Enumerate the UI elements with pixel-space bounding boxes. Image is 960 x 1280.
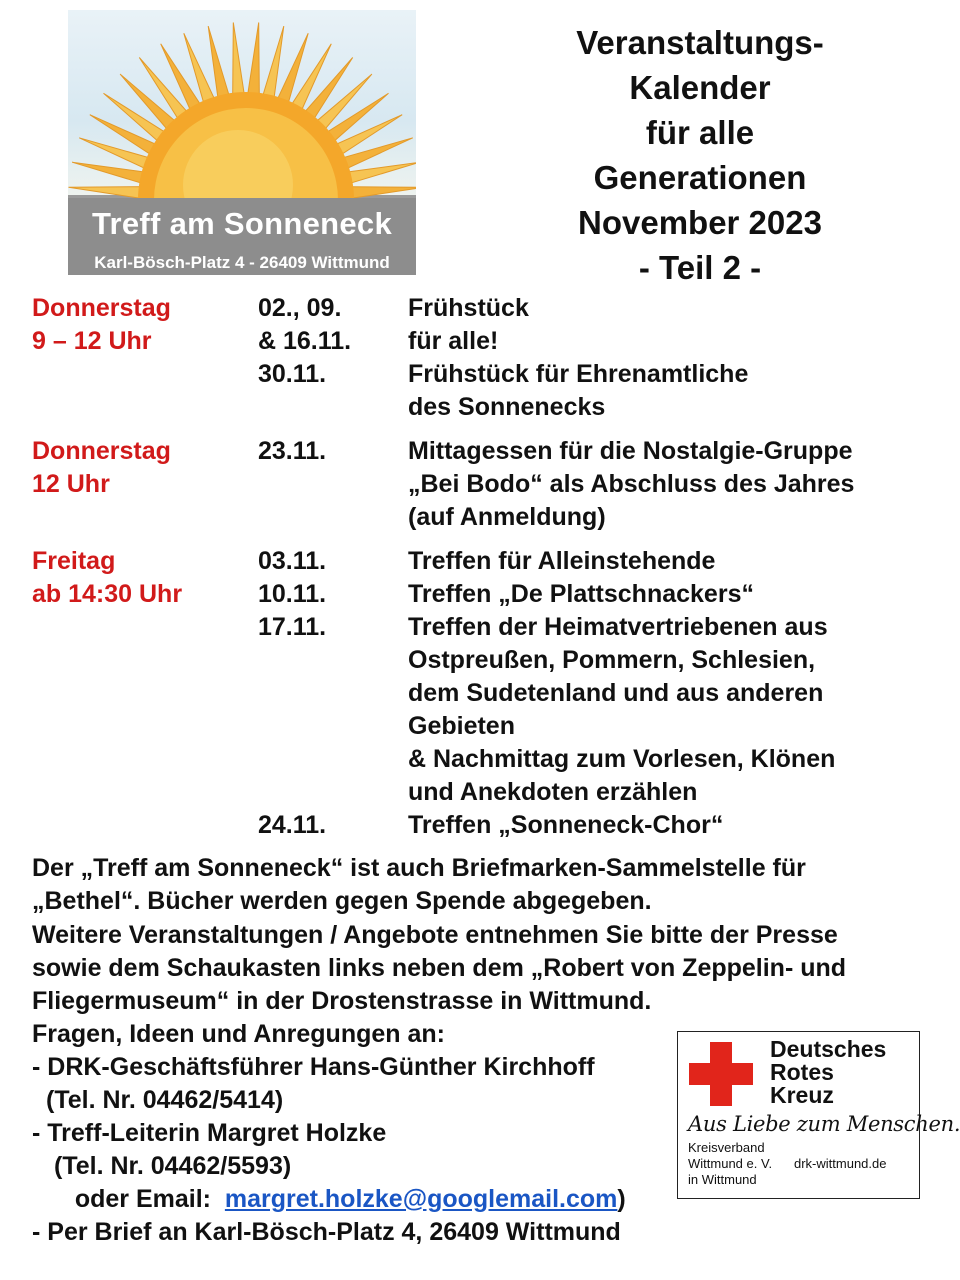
event-text: für alle! (408, 327, 499, 355)
event-text: dem Sudetenland und aus anderen (408, 679, 824, 707)
time-label: ab 14:30 Uhr (32, 580, 183, 608)
info-line: Weitere Veranstaltungen / Angebote entnehmen Sie bitte der Presse (32, 921, 838, 949)
drk-website: drk-wittmund.de (794, 1156, 887, 1171)
event-date: 23.11. (258, 437, 327, 465)
time-label: 12 Uhr (32, 470, 110, 498)
event-date: 02., 09. (258, 294, 342, 322)
contact-email-line (54, 1183, 626, 1216)
event-text: Frühstück für Ehrenamtliche (408, 360, 749, 388)
event-text: Mittagessen für die Nostalgie-Gruppe (408, 437, 853, 465)
contact-line: - DRK-Geschäftsführer Hans-Günther Kirchhoff (32, 1053, 595, 1081)
contact-line: - Treff-Leiterin Margret Holzke (32, 1119, 387, 1147)
logo-title: Treff am Sonneneck (92, 206, 392, 241)
drk-name-line: Deutsches (770, 1036, 887, 1062)
event-text: & Nachmittag zum Vorlesen, Klönen (408, 745, 836, 773)
event-date: & 16.11. (258, 327, 352, 355)
email-link[interactable]: margret.holzke@googlemail.com (224, 1185, 618, 1213)
time-label: 9 – 12 Uhr (32, 327, 152, 355)
calendar-heading (520, 20, 880, 290)
contact-phone: (Tel. Nr. 04462/5593) (54, 1152, 292, 1180)
event-text: (auf Anmeldung) (408, 503, 606, 531)
email-prefix: oder Email: (54, 1185, 225, 1213)
info-line: Fliegermuseum“ in der Drostenstrasse in Wittmund. (32, 987, 652, 1015)
event-date: 30.11. (258, 360, 327, 388)
event-date: 10.11. (258, 580, 327, 608)
day-label: Donnerstag (32, 437, 171, 465)
event-text: Ostpreußen, Pommern, Schlesien, (408, 646, 816, 674)
event-text: Treffen „Sonneneck-Chor“ (408, 811, 724, 839)
heading-line: für alle (645, 114, 755, 151)
heading-line: Generationen (593, 159, 807, 196)
drk-name (770, 1038, 886, 1107)
drk-logo-box (677, 1031, 960, 1199)
contact-phone: (Tel. Nr. 04462/5414) (46, 1086, 284, 1114)
event-text: und Anekdoten erzählen (408, 778, 698, 806)
day-label: Freitag (32, 547, 116, 575)
contact-heading: Fragen, Ideen und Anregungen an: (32, 1020, 445, 1048)
heading-line: November 2023 (578, 204, 822, 241)
contact-letter: - Per Brief an Karl-Bösch-Platz 4, 26409 Wittmund (32, 1218, 621, 1246)
event-date: 03.11. (258, 547, 327, 575)
drk-kv-line: in Wittmund (688, 1172, 757, 1187)
drk-name-line: Rotes (770, 1059, 834, 1085)
sun-painting-icon (68, 10, 416, 200)
event-text: Treffen der Heimatvertriebenen aus (408, 613, 828, 641)
event-text: „Bei Bodo“ als Abschluss des Jahres (408, 470, 855, 498)
event-date: 17.11. (258, 613, 327, 641)
treff-logo (68, 10, 416, 275)
email-suffix: ) (617, 1185, 626, 1213)
drk-slogan: Aus Liebe zum Menschen. (688, 1112, 960, 1136)
logo-address: Karl-Bösch-Platz 4 - 26409 Wittmund (94, 253, 390, 272)
event-text: Frühstück (408, 294, 529, 322)
drk-kv-line: Wittmund e. V. (688, 1156, 773, 1171)
drk-kreisverband (688, 1140, 772, 1188)
event-text: des Sonnenecks (408, 393, 606, 421)
drk-name-line: Kreuz (770, 1082, 834, 1108)
event-date: 24.11. (258, 811, 327, 839)
drk-kv-line: Kreisverband (688, 1140, 765, 1155)
event-text: Gebieten (408, 712, 515, 740)
info-line: sowie dem Schaukasten links neben dem „Robert von Zeppelin- und (32, 954, 847, 982)
heading-line: - Teil 2 - (638, 249, 762, 286)
event-text: Treffen „De Plattschnackers“ (408, 580, 754, 608)
day-label: Donnerstag (32, 294, 171, 322)
info-line: Der „Treff am Sonneneck“ ist auch Briefmarken-Sammelstelle für (32, 854, 806, 882)
event-text: Treffen für Alleinstehende (408, 547, 716, 575)
info-line: „Bethel“. Bücher werden gegen Spende abgegeben. (32, 887, 652, 915)
heading-line: Kalender (629, 69, 771, 106)
heading-line: Veranstaltungs- (576, 24, 824, 61)
